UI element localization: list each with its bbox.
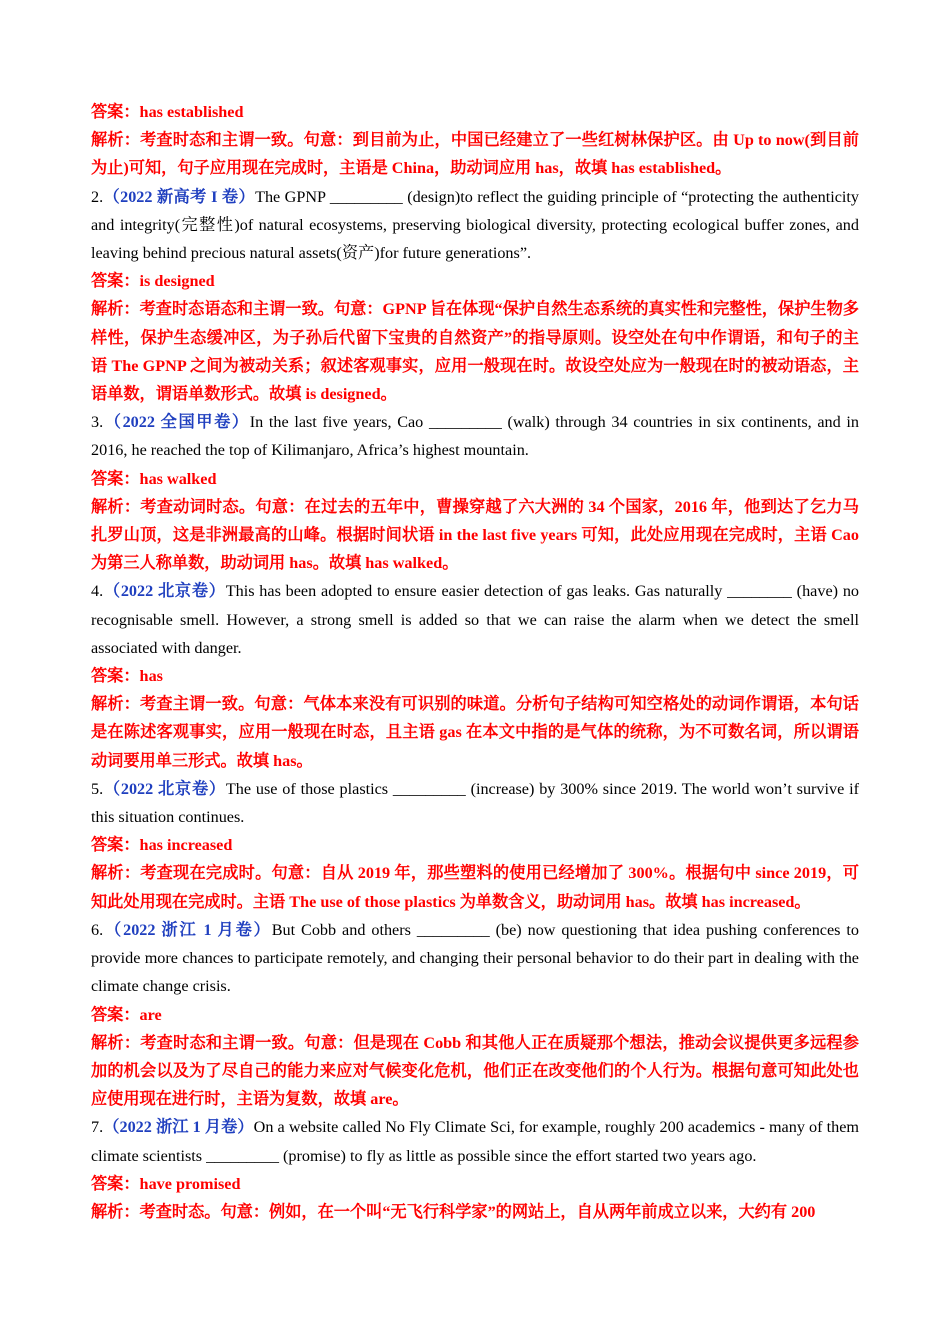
question-source: （2022 新高考 I 卷）: [103, 187, 256, 206]
question-source: （2022 全国甲卷）: [103, 413, 250, 432]
answer-2: 答案：is designed: [91, 272, 215, 291]
question-number: 5.: [91, 779, 104, 798]
answer-7: 答案：have promised: [91, 1174, 241, 1193]
analysis-1: 解析：考查时态和主谓一致。句意：到目前为止，中国已经建立了一些红树林保护区。由 Up to now(到目前为止)可知，句子应用现在完成时，主语是 China，助动词应用 has，故填 has established。: [91, 131, 859, 178]
question-number: 7.: [91, 1118, 104, 1137]
question-number: 6.: [91, 920, 104, 939]
question-3: [91, 408, 859, 464]
question-text: This has been adopted to ensure easier detection of gas leaks. Gas naturally ________ (have) no recognisable smell. However, a strong smell is added so that we can raise the alarm when we detect the smell associated with danger.: [91, 582, 860, 657]
answer-4: 答案：has: [91, 667, 163, 686]
question-source: （2022 北京卷）: [103, 779, 226, 798]
analysis-7: 解析：考查时态。句意：例如，在一个叫“无飞行科学家”的网站上，自从两年前成立以来，大约有 200: [91, 1202, 816, 1221]
document-page: [91, 98, 859, 1226]
analysis-4: 解析：考查主谓一致。句意：气体本来没有可识别的味道。分析句子结构可知空格处的动词作谓语，本句话是在陈述客观事实，应用一般现在时态，且主语 gas 在本文中指的是气体的统称，为不可数名词，所以谓语动词要用单三形式。故填 has。: [91, 695, 859, 770]
question-text: In the last five years, Cao _________ (walk) through 34 countries in six continents, and in 2016, he reached the top of Kilimanjaro, Africa’s highest mountain.: [91, 413, 860, 460]
answer-6: 答案：are: [91, 1005, 162, 1024]
question-6: [91, 916, 859, 1001]
question-text: On a website called No Fly Climate Sci, for example, roughly 200 academics - many of them climate scientists _________ (promise) to fly as little as possible since the effort started two years ago.: [91, 1118, 860, 1165]
question-number: 2.: [91, 187, 104, 206]
question-5: [91, 775, 859, 831]
question-text: But Cobb and others _________ (be) now questioning that idea pushing conferences to provide more chances to participate remotely, and changing their personal behavior to do their part in dealing with the climate change crisis.: [91, 920, 859, 996]
answer-1: 答案：has established: [91, 103, 244, 121]
question-7: [91, 1113, 859, 1169]
analysis-3: 解析：考查动词时态。句意：在过去的五年中，曹操穿越了六大洲的 34 个国家，2016 年，他到达了乞力马扎罗山顶，这是非洲最高的山峰。根据时间状语 in the last five years 可知，此处应用现在完成时，主语 Cao 为第三人称单数，助动词用 has。故填 has walked。: [91, 497, 859, 573]
question-number: 4.: [91, 582, 104, 601]
answer-3: 答案：has walked: [91, 469, 217, 488]
question-number: 3.: [91, 413, 104, 432]
analysis-5: 解析：考查现在完成时。句意：自从 2019 年，那些塑料的使用已经增加了 300%。根据句中 since 2019，可知此处用现在完成时。主语 The use of those plastics 为单数含义，助动词用 has。故填 has increased。: [91, 864, 859, 911]
question-source: （2022 浙江 1 月卷）: [103, 1118, 254, 1137]
question-text: The use of those plastics _________ (increase) by 300% since 2019. The world won’t survive if this situation continues.: [91, 779, 860, 827]
analysis-6: 解析：考查时态和主谓一致。句意：但是现在 Cobb 和其他人正在质疑那个想法，推动会议提供更多远程参加的机会以及为了尽自己的能力来应对气候变化危机，他们正在改变他们的个人行为。根据句意可知此处也应使用现在进行时，主语为复数，故填 are。: [91, 1033, 859, 1109]
question-text: The GPNP _________ (design)to reflect the guiding principle of “protecting the authenticity and integrity(完整性)of natural ecosystems, preserving biological diversity, protecting ecological buffer zones, and leaving behind precious natural assets(资产)for future generations”.: [91, 187, 859, 263]
question-source: （2022 北京卷）: [103, 582, 226, 601]
analysis-2: 解析：考查时态语态和主谓一致。句意：GPNP 旨在体现“保护自然生态系统的真实性和完整性，保护生物多样性，保护生态缓冲区，为子孙后代留下宝贵的自然资产”的指导原则。设空处在句中作谓语，和句子的主语 The GPNP 之间为被动关系；叙述客观事实，应用一般现在时。故设空处应为一般现在时的被动语态，主语单数，谓语单数形式。故填 is designed。: [91, 300, 859, 404]
question-source: （2022 浙江 1 月卷）: [103, 920, 272, 939]
answer-5: 答案：has increased: [91, 836, 233, 855]
question-2: [91, 183, 859, 268]
question-4: [91, 577, 859, 662]
